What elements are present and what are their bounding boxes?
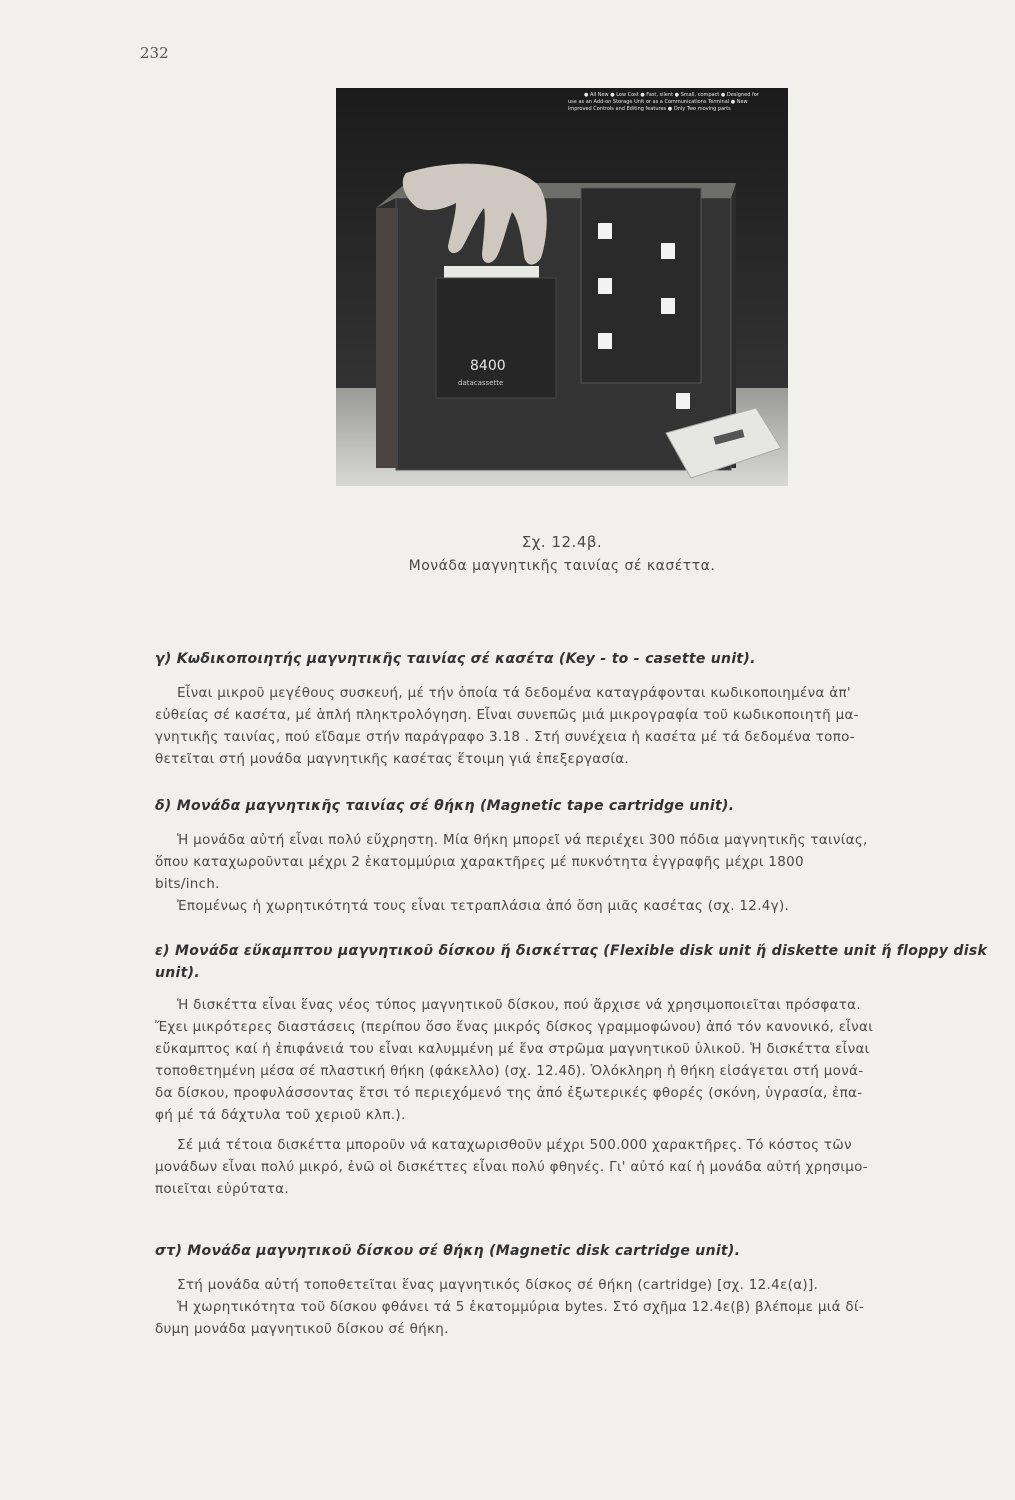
section-gamma [155, 648, 995, 770]
section-st-line-2: Ἡ χωρητικότητα τοῦ δίσκου φθάνει τά 5 ἑκατομμύρια bytes. Στό σχῆμα 12.4ε(β) βλέπομε μιά δί- [177, 1299, 864, 1315]
section-delta-line-3: bits/inch. [155, 876, 220, 892]
section-st-line-1: Στή μονάδα αὐτή τοποθετεῖται ἕνας μαγνητικός δίσκος σέ θήκη (cartridge) [σχ. 12.4ε(α)]. [177, 1277, 819, 1293]
page-number: 232 [140, 44, 169, 62]
cassette-unit-photo [336, 88, 788, 486]
device-model-label: 8400 [470, 358, 506, 374]
figure-caption-number: Σχ. 12.4β. [521, 533, 603, 551]
figure-photo [336, 88, 788, 486]
section-st-heading: στ) Μονάδα μαγνητικοῦ δίσκου σέ θήκη (Magnetic disk cartridge unit). [155, 1243, 741, 1259]
section-epsilon-line-2: Ἔχει μικρότερες διαστάσεις (περίπου ὅσο ἕνας μικρός δίσκος γραμμοφώνου) ἀπό τόν κανονικό, εἶναι [155, 1019, 874, 1035]
section-gamma-line-2: εὐθείας σέ κασέτα, μέ ἁπλή πληκτρολόγηση. Εἶναι συνεπῶς μιά μικρογραφία τοῦ κωδικοποιητῆ μα- [155, 707, 859, 723]
banner-line-2: use as an Add-on Storage Unit or as a Communications Terminal ● New [568, 99, 748, 105]
section-epsilon-line-5: δα δίσκου, προφυλάσσοντας ἔτσι τό περιεχόμενό της ἀπό ἐξωτερικές φθορές (σκόνη, ὑγρασία, ἐπα- [155, 1085, 863, 1101]
device-brand-label: datacassette [458, 379, 504, 387]
section-epsilon-line-3: εὔκαμπτος καί ἡ ἐπιφάνειά του εἶναι καλυμμένη μέ ἕνα στρῶμα μαγνητικοῦ ὑλικοῦ. Ἡ δισκέττα εἶναι [155, 1041, 870, 1057]
section-epsilon-line-1: Ἡ δισκέττα εἶναι ἕνας νέος τύπος μαγνητικοῦ δίσκου, πού ἄρχισε νά χρησιμοποιεῖται πρόσφατα. [177, 997, 861, 1013]
section-epsilon-heading-2: unit). [155, 965, 200, 981]
section-gamma-line-3: γνητικῆς ταινίας, πού εἴδαμε στήν παράγραφο 3.18 . Στή συνέχεια ἡ κασέτα μέ τά δεδομένα τοπο- [155, 729, 855, 745]
banner-line-3: improved Controls and Editing features ● Only Two moving parts [568, 106, 731, 112]
section-delta [155, 795, 995, 917]
section-epsilon [155, 940, 995, 1200]
section-st [155, 1240, 995, 1340]
section-delta-line-1: Ἡ μονάδα αὐτή εἶναι πολύ εὔχρηστη. Μία θήκη μπορεῖ νά περιέχει 300 πόδια μαγνητικῆς ταινίας, [177, 832, 868, 848]
section-delta-extra: Ἐπομένως ἡ χωρητικότητά τους εἶναι τετραπλάσια ἀπό ὅση μιᾶς κασέτας (σχ. 12.4γ). [177, 898, 790, 914]
section-epsilon-line-4: τοποθετημένη μέσα σέ πλαστική θήκη (φάκελλο) (σχ. 12.4δ). Ὁλόκληρη ἡ θήκη εἰσάγεται στή μονά- [155, 1063, 864, 1079]
section-epsilon-line-9: ποιεῖται εὐρύτατα. [155, 1181, 289, 1197]
section-gamma-heading: γ) Κωδικοποιητής μαγνητικῆς ταινίας σέ κασέτα (Key - to - casette unit). [155, 651, 756, 667]
section-delta-heading: δ) Μονάδα μαγνητικῆς ταινίας σέ θήκη (Magnetic tape cartridge unit). [155, 798, 735, 814]
section-epsilon-line-8: μονάδων εἶναι πολύ μικρό, ἐνῶ οἱ δισκέττες εἶναι πολύ φθηνές. Γι' αὐτό καί ἡ μονάδα αὐτή χρησιμο- [155, 1159, 868, 1175]
figure-caption-text: Μονάδα μαγνητικῆς ταινίας σέ κασέττα. [408, 558, 716, 574]
section-epsilon-line-7: Σέ μιά τέτοια δισκέττα μποροῦν νά καταχωρισθοῦν μέχρι 500.000 χαρακτῆρες. Τό κόστος τῶν [177, 1137, 852, 1153]
section-delta-line-2: ὅπου καταχωροῦνται μέχρι 2 ἑκατομμύρια χαρακτῆρες μέ πυκνότητα ἐγγραφῆς μέχρι 1800 [155, 854, 804, 870]
section-epsilon-heading-1: ε) Μονάδα εὔκαμπτου μαγνητικοῦ δίσκου ἤ δισκέττας (Flexible disk unit ἤ diskette unit ἤ floppy disk [155, 943, 988, 959]
section-st-line-3: δυμη μονάδα μαγνητικοῦ δίσκου σέ θήκη. [155, 1321, 449, 1337]
section-gamma-line-1: Εἶναι μικροῦ μεγέθους συσκευή, μέ τήν ὁποία τά δεδομένα καταγράφονται κωδικοποιημένα ἀπ' [177, 685, 851, 701]
section-gamma-line-4: θετεῖται στή μονάδα μαγνητικῆς κασέτας ἕτοιμη γιά ἐπεξεργασία. [155, 751, 630, 767]
section-epsilon-line-6: φή μέ τά δάχτυλα τοῦ χεριοῦ κλπ.). [155, 1107, 406, 1123]
banner-line-1: ● All New ● Low Cost ● Fast, silent ● Small, compact ● Designed for [584, 92, 759, 98]
